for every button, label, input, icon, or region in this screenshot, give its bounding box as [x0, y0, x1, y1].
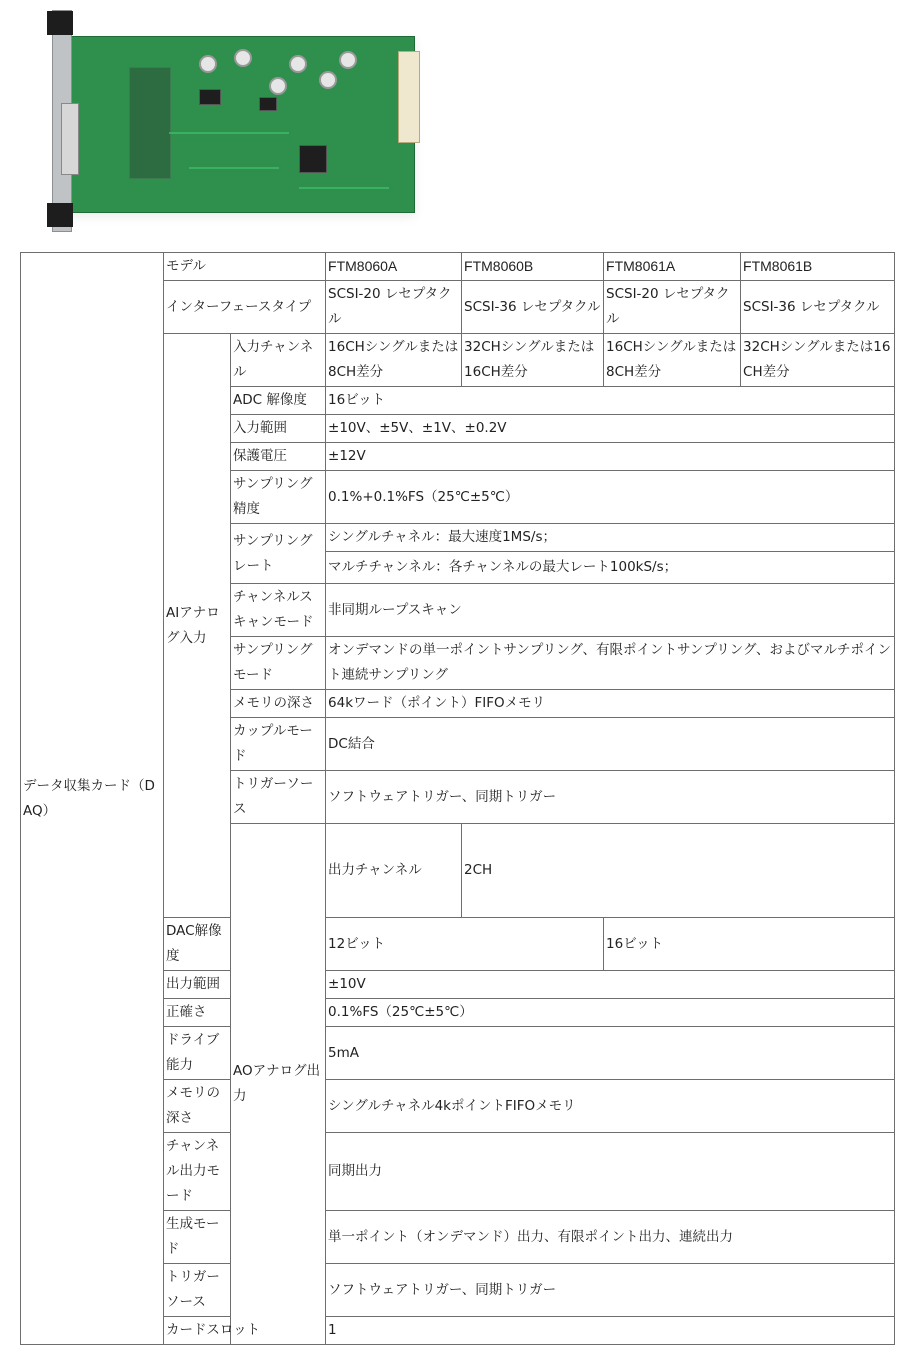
ai-channel-cell: 32CHシングルまたは16CH差分: [741, 334, 895, 387]
rate-multi-value: マルチチャンネル：各チャンネルの最大レート100kS/s；: [326, 552, 895, 584]
ai-channel-cell: 16CHシングルまたは8CH差分: [604, 334, 741, 387]
gen-mode-label: 生成モード: [164, 1211, 231, 1264]
interface-label: インターフェースタイプ: [164, 281, 326, 334]
drive-label: ドライブ能力: [164, 1027, 231, 1080]
ao-channel-value: 2CH: [462, 824, 895, 918]
ai-channel-cell: 32CHシングルまたは16CH差分: [462, 334, 604, 387]
category-cell: データ収集カード（DAQ）: [21, 253, 164, 1345]
ao-trigger-value: ソフトウェアトリガー、同期トリガー: [326, 1264, 895, 1317]
rate-label: サンプリングレート: [231, 524, 326, 584]
ao-memory-label: メモリの深さ: [164, 1080, 231, 1133]
input-range-label: 入力範囲: [231, 415, 326, 443]
ai-memory-label: メモリの深さ: [231, 690, 326, 718]
dac-value-a: 12ビット: [326, 918, 604, 971]
ai-trigger-value: ソフトウェアトリガー、同期トリガー: [326, 771, 895, 824]
interface-cell: SCSI-20 レセプタクル: [604, 281, 741, 334]
ao-accuracy-value: 0.1%FS（25℃±5℃）: [326, 999, 895, 1027]
ao-accuracy-label: 正確さ: [164, 999, 231, 1027]
ai-channel-label: 入力チャンネル: [231, 334, 326, 387]
output-range-value: ±10V: [326, 971, 895, 999]
slot-label: カードスロット: [164, 1317, 326, 1345]
ao-trigger-label: トリガーソース: [164, 1264, 231, 1317]
slot-value: 1: [326, 1317, 895, 1345]
ai-channel-cell: 16CHシングルまたは8CH差分: [326, 334, 462, 387]
protect-value: ±12V: [326, 443, 895, 471]
backplane-connector: [398, 51, 420, 143]
drive-value: 5mA: [326, 1027, 895, 1080]
model-label: モデル: [164, 253, 326, 281]
ai-accuracy-value: 0.1%+0.1%FS（25℃±5℃）: [326, 471, 895, 524]
ai-group-label: AIアナログ入力: [164, 334, 231, 918]
product-photo: [28, 6, 388, 232]
gen-mode-value: 単一ポイント（オンデマンド）出力、有限ポイント出力、連続出力: [326, 1211, 895, 1264]
adc-value: 16ビット: [326, 387, 895, 415]
model-ftm8060b: FTM8060B: [462, 253, 604, 281]
interface-cell: SCSI-36 レセプタクル: [741, 281, 895, 334]
interface-cell: SCSI-20 レセプタクル: [326, 281, 462, 334]
spec-table: [20, 252, 895, 1345]
rate-single-value: シングルチャネル：最大速度1MS/s；: [326, 524, 895, 552]
protect-label: 保護電圧: [231, 443, 326, 471]
circuit-board: [68, 36, 415, 213]
sampling-mode-value: オンデマンドの単一ポイントサンプリング、有限ポイントサンプリング、およびマルチポイント連続サンプリング: [326, 637, 895, 690]
front-panel: [52, 10, 72, 232]
model-ftm8061a: FTM8061A: [604, 253, 741, 281]
model-ftm8061b: FTM8061B: [741, 253, 895, 281]
adc-label: ADC 解像度: [231, 387, 326, 415]
ao-chmode-label: チャンネル出力モード: [164, 1133, 231, 1211]
dac-value-b: 16ビット: [604, 918, 895, 971]
ai-trigger-label: トリガーソース: [231, 771, 326, 824]
ao-memory-value: シングルチャネル4kポイントFIFOメモリ: [326, 1080, 895, 1133]
ao-channel-label: 出力チャンネル: [326, 824, 462, 918]
coupling-label: カップルモード: [231, 718, 326, 771]
input-range-value: ±10V、±5V、±1V、±0.2V: [326, 415, 895, 443]
model-ftm8060a: FTM8060A: [326, 253, 462, 281]
ai-accuracy-label: サンプリング精度: [231, 471, 326, 524]
coupling-value: DC結合: [326, 718, 895, 771]
ao-group-label: AOアナログ出力: [231, 824, 326, 1345]
output-range-label: 出力範囲: [164, 971, 231, 999]
sampling-mode-label: サンプリングモード: [231, 637, 326, 690]
scan-label: チャンネルスキャンモード: [231, 584, 326, 637]
dac-label: DAC解像度: [164, 918, 231, 971]
ai-memory-value: 64kワード（ポイント）FIFOメモリ: [326, 690, 895, 718]
interface-cell: SCSI-36 レセプタクル: [462, 281, 604, 334]
scan-value: 非同期ループスキャン: [326, 584, 895, 637]
ao-chmode-value: 同期出力: [326, 1133, 895, 1211]
